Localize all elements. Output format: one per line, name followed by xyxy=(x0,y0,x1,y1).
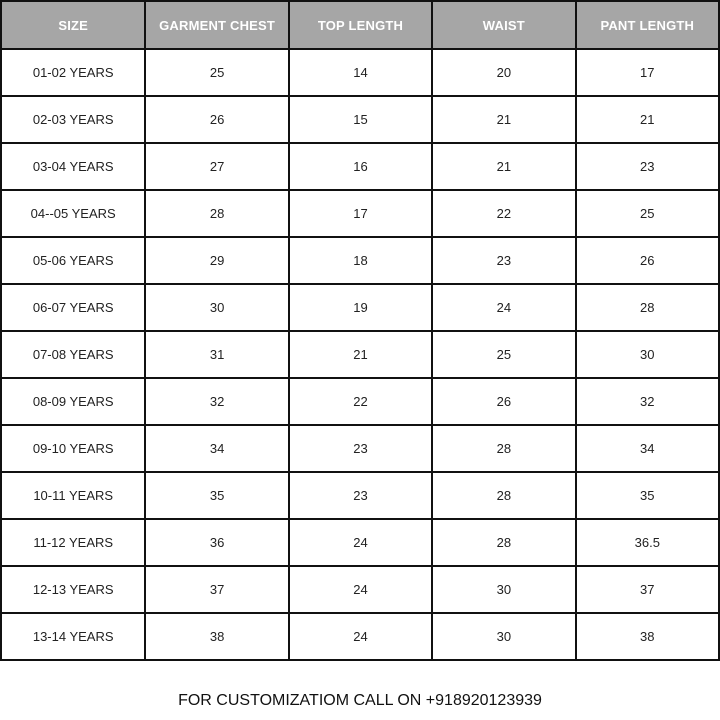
cell-waist: 21 xyxy=(432,143,575,190)
table-row xyxy=(1,519,719,566)
header-top-length: TOP LENGTH xyxy=(289,1,432,49)
cell-size: 05-06 YEARS xyxy=(1,237,145,284)
cell-size: 13-14 YEARS xyxy=(1,613,145,660)
cell-pant-length: 35 xyxy=(576,472,719,519)
table-row xyxy=(1,190,719,237)
cell-top-length: 22 xyxy=(289,378,432,425)
header-row xyxy=(1,1,719,49)
cell-top-length: 15 xyxy=(289,96,432,143)
table-row xyxy=(1,425,719,472)
cell-size: 03-04 YEARS xyxy=(1,143,145,190)
cell-waist: 26 xyxy=(432,378,575,425)
table-row xyxy=(1,96,719,143)
cell-size: 04--05 YEARS xyxy=(1,190,145,237)
table-row xyxy=(1,143,719,190)
cell-top-length: 14 xyxy=(289,49,432,96)
cell-waist: 28 xyxy=(432,425,575,472)
cell-garment-chest: 35 xyxy=(145,472,288,519)
cell-waist: 28 xyxy=(432,519,575,566)
cell-size: 07-08 YEARS xyxy=(1,331,145,378)
cell-size: 12-13 YEARS xyxy=(1,566,145,613)
cell-waist: 25 xyxy=(432,331,575,378)
cell-waist: 22 xyxy=(432,190,575,237)
cell-waist: 30 xyxy=(432,613,575,660)
cell-garment-chest: 30 xyxy=(145,284,288,331)
table-row xyxy=(1,613,719,660)
cell-pant-length: 21 xyxy=(576,96,719,143)
cell-size: 02-03 YEARS xyxy=(1,96,145,143)
cell-top-length: 23 xyxy=(289,425,432,472)
footer-contact-text: FOR CUSTOMIZATIOM CALL ON +918920123939 xyxy=(178,692,542,709)
header-garment-chest: GARMENT CHEST xyxy=(145,1,288,49)
cell-size: 10-11 YEARS xyxy=(1,472,145,519)
cell-size: 09-10 YEARS xyxy=(1,425,145,472)
cell-pant-length: 37 xyxy=(576,566,719,613)
cell-garment-chest: 37 xyxy=(145,566,288,613)
cell-pant-length: 25 xyxy=(576,190,719,237)
cell-garment-chest: 34 xyxy=(145,425,288,472)
header-pant-length: PANT LENGTH xyxy=(576,1,719,49)
cell-top-length: 21 xyxy=(289,331,432,378)
cell-pant-length: 34 xyxy=(576,425,719,472)
table-row xyxy=(1,331,719,378)
table-row xyxy=(1,49,719,96)
cell-pant-length: 30 xyxy=(576,331,719,378)
cell-garment-chest: 27 xyxy=(145,143,288,190)
cell-top-length: 23 xyxy=(289,472,432,519)
cell-waist: 28 xyxy=(432,472,575,519)
cell-garment-chest: 26 xyxy=(145,96,288,143)
cell-pant-length: 28 xyxy=(576,284,719,331)
cell-size: 01-02 YEARS xyxy=(1,49,145,96)
header-waist: WAIST xyxy=(432,1,575,49)
cell-top-length: 24 xyxy=(289,613,432,660)
cell-garment-chest: 31 xyxy=(145,331,288,378)
cell-size: 11-12 YEARS xyxy=(1,519,145,566)
cell-top-length: 16 xyxy=(289,143,432,190)
cell-top-length: 19 xyxy=(289,284,432,331)
cell-waist: 20 xyxy=(432,49,575,96)
cell-top-length: 24 xyxy=(289,519,432,566)
cell-top-length: 17 xyxy=(289,190,432,237)
header-size: SIZE xyxy=(1,1,145,49)
cell-waist: 21 xyxy=(432,96,575,143)
cell-size: 06-07 YEARS xyxy=(1,284,145,331)
table-row xyxy=(1,472,719,519)
cell-top-length: 24 xyxy=(289,566,432,613)
cell-pant-length: 17 xyxy=(576,49,719,96)
cell-size: 08-09 YEARS xyxy=(1,378,145,425)
cell-garment-chest: 28 xyxy=(145,190,288,237)
cell-garment-chest: 32 xyxy=(145,378,288,425)
size-rows xyxy=(1,49,719,660)
cell-waist: 30 xyxy=(432,566,575,613)
cell-waist: 24 xyxy=(432,284,575,331)
cell-pant-length: 38 xyxy=(576,613,719,660)
table-row xyxy=(1,566,719,613)
table-row xyxy=(1,237,719,284)
cell-waist: 23 xyxy=(432,237,575,284)
cell-garment-chest: 38 xyxy=(145,613,288,660)
cell-garment-chest: 36 xyxy=(145,519,288,566)
cell-pant-length: 36.5 xyxy=(576,519,719,566)
cell-top-length: 18 xyxy=(289,237,432,284)
table-row xyxy=(1,378,719,425)
cell-garment-chest: 25 xyxy=(145,49,288,96)
table-row xyxy=(1,284,719,331)
cell-pant-length: 23 xyxy=(576,143,719,190)
cell-garment-chest: 29 xyxy=(145,237,288,284)
cell-pant-length: 32 xyxy=(576,378,719,425)
cell-pant-length: 26 xyxy=(576,237,719,284)
